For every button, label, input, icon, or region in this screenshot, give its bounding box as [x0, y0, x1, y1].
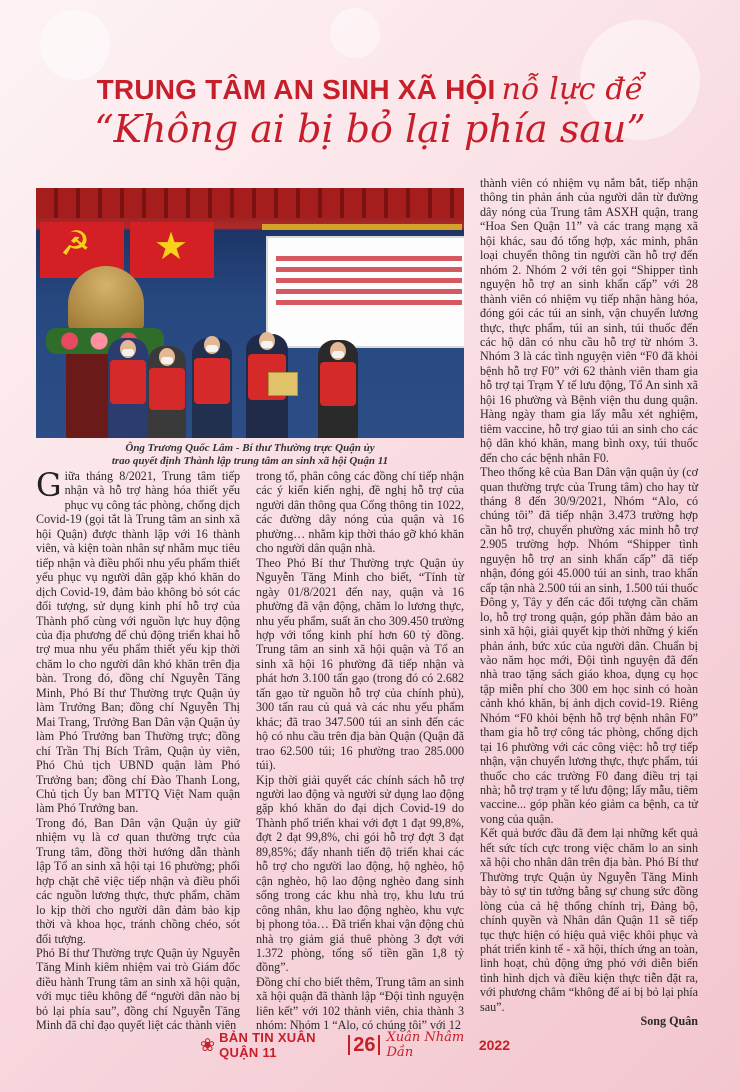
footer-year: 2022: [478, 1037, 510, 1053]
hammer-sickle-icon: ☭: [60, 226, 91, 263]
caption-line-2: trao quyết định Thành lập trung tâm an sinh xã hội Quận 11: [111, 455, 389, 467]
article-column-3: [480, 176, 698, 1029]
page-footer: [200, 1030, 510, 1060]
article-title: [0, 72, 740, 151]
bokeh-circle: [40, 10, 110, 80]
face-mask: [122, 349, 134, 356]
face-mask: [332, 351, 344, 358]
paragraph: Theo thống kê của Ban Dân vận quận ủy (cơ quan thường trực của Trung tâm) cho hay từ tháng 8 đến 30/9/2021, Nhóm “Alo, có chúng tôi” đã tiếp nhận 3.473 trường hợp cần hỗ trợ, chuyển phường xác minh hỗ trợ 2.905 trường hợp. Nhóm “Shipper tình nguyện hỗ trợ an sinh khẩn cấp” đã tiếp nhận, đóng gói 45.000 túi an sinh, trao khẩn cấp tận nhà 2.500 túi an sinh, 1.500 túi thuốc Đông y, Tây y đến các đối tượng cần chăm lo, hỗ trợ trong quận, góp phần đảm bảo an sinh xã hội, giải quyết kịp thời những ý kiến phản ánh, bức xúc của người dân. Chuẩn bị vào năm học mới, Đội tình nguyện đã đến nhà trao tặng sách giáo khoa, dụng cụ học tập miễn phí cho 300 em học sinh có hoàn cảnh khó khăn, bị ảnh dịch covid-19. Riêng Nhóm “F0 khỏi bệnh hỗ trợ bệnh nhân F0” tham gia hỗ trợ công tác phòng, chống dịch tại 16 phường với các công việc: hỗ trợ tiếp nhận, vận chuyển lương thực, thực phẩm, túi thuốc cho các trường F0 đang điều trị tại nhà; hỗ trợ trạm y tế lưu động; lấy mẫu, tiêm vaccine... góp phần kéo giảm ca bệnh, ca tử vong của quận.: [480, 465, 698, 826]
title-line-2: “Không ai bị bỏ lại phía sau”: [94, 107, 646, 151]
red-vest: [110, 360, 146, 404]
title-caps: TRUNG TÂM AN SINH XÃ HỘI: [96, 74, 496, 105]
banner-header-strip: [262, 224, 462, 230]
footer-brand: BẢN TIN XUÂN QUẬN 11: [219, 1030, 316, 1060]
caption-line-1: Ông Trương Quốc Lâm - Bí thư Thường trực Quận ủy: [125, 442, 375, 454]
paragraph: Phó Bí thư Thường trực Quận ủy Nguyễn Tăng Minh kiêm nhiệm vai trò Giám đốc điều hành Trung tâm an sinh xã hội quận, với mục tiêu không để “người dân nào bị bỏ lại phía sau”, đồng chí Nguyễn Tăng Minh đã chỉ đạo quyết liệt các thành viên: [36, 945, 240, 1033]
face-mask: [206, 345, 218, 352]
star-icon: ★: [154, 226, 189, 268]
paragraph-text: iữa tháng 8/2021, Trung tâm tiếp nhận và hỗ trợ hàng hóa thiết yếu phục vụ công tác phòng, chống dịch Covid-19 (gọi tắt là Trung tâm an sinh xã hội Quận) được thành lập với 16 thành viên, và kiện toàn nhân sự nhằm mục tiêu tiếp nhận và điều phối nhu yếu phẩm thiết yếu phục vụ người dân gặp khó khăn do dịch Covid-19, đảm bảo không bỏ sót các đối tượng, sử dụng kinh phí hỗ trợ của Thành phố cùng với nguồn lực huy động của địa phương để chủ động triển khai hỗ trợ mua nhu yếu phẩm thiết yếu kịp thời chăm lo cho người dân khó khăn trên địa bàn. Trong đó, đồng chí Nguyễn Tăng Minh, Phó Bí thư Thường trực Quận ủy làm Trưởng Ban; đồng chí Nguyễn Thị Mai Trang, Trưởng Ban Dân vận Quận ủy làm Phó Trưởng ban Thường trực; đồng chí Trần Thị Bích Trâm, Quận ủy viên, Phó Chủ tịch UBND quận làm Phó Trưởng ban; đồng chí Đào Thanh Long, Chủ tịch Ủy ban MTTQ Việt Nam quận làm Phó Trưởng ban.: [36, 469, 240, 816]
article-column-1: [36, 466, 240, 1033]
face-mask: [261, 341, 273, 348]
red-vest: [149, 368, 185, 410]
drop-cap: G: [36, 466, 62, 504]
title-line-1: [0, 72, 740, 107]
red-vest: [320, 362, 356, 406]
title-script: nỗ lực để: [501, 72, 644, 107]
banner-text-lines: [276, 256, 462, 306]
paragraph: trong tổ, phân công các đồng chí tiếp nhận các ý kiến kiến nghị, đề nghị hỗ trợ của người dân thông qua Cổng thông tin 1022, các đường dây nóng của quận và 16 phường… nhằm kịp thời tháo gỡ khó khăn cho người dân quận nhà.: [256, 469, 464, 556]
paragraph: Kết quả bước đầu đã đem lại những kết quả hết sức tích cực trong việc chăm lo an sinh xã hội cho nhân dân trên địa bàn. Phó Bí thư Thường trực Quận ủy Nguyễn Tăng Minh bày tỏ sự tin tưởng bằng sự chung sức đồng lòng của cả hệ thống chính trị, Đảng bộ, chính quyền và Nhân dân Quận 11 sẽ tiếp tục thực hiện có hiệu quả việc khôi phục và phát triển kinh tế - xã hội, thích ứng an toàn, linh hoạt, chủ động ứng phó với diễn biến tình hình dịch và điều kiện thực tiễn đặt ra, với phương châm “không để ai bị bỏ lại phía sau”.: [480, 826, 698, 1014]
footer-edition: Xuân Nhâm Dần: [386, 1030, 465, 1060]
author-signature: Song Quân: [640, 1014, 698, 1029]
paragraph: Theo Phó Bí thư Thường trực Quận ủy Nguyễn Tăng Minh cho biết, “Tính từ ngày 01/8/2021 đến nay, quận và 16 phường đã vận động, chăm lo lương thực, nhu yếu phẩm, suất ăn cho 309.450 trường hợp với tổng kinh phí hơn 60 tỷ đồng. Trung tâm an sinh xã hội quận và Tổ an sinh xã hội 16 phường đã tiếp nhận và phát hơn 3.100 tấn gạo (trong đó có 2.682 tấn gạo từ nguồn hỗ trợ của chính phủ), 300 tấn rau củ quả và các nhu yếu phẩm khác; đã trao 347.500 túi an sinh đến các hộ có nhu cầu trên địa bàn Quận (Quận đã trao 62.500 túi; 16 phường trao 285.000 túi).: [256, 555, 464, 773]
red-drape: [36, 188, 464, 218]
page-number: 26: [348, 1035, 380, 1055]
bokeh-circle: [330, 8, 380, 58]
paragraph: [36, 466, 240, 816]
paragraph: Đồng chí cho biết thêm, Trung tâm an sinh xã hội quận đã thành lập “Đội tình nguyện liên kết” với 102 thành viên, chia thành 3 nhóm: Nhóm 1 “Alo, có chúng tôi” với 12: [256, 974, 464, 1033]
face-mask: [161, 357, 173, 364]
red-vest: [194, 358, 230, 404]
certificate-folder: [268, 372, 298, 396]
photo-caption: [36, 442, 464, 468]
article-photo: [36, 188, 464, 438]
paragraph: Trong đó, Ban Dân vận Quận ủy giữ nhiệm vụ là cơ quan thường trực của Trung tâm, đồng thời hướng dẫn thành lập Tổ an sinh xã hội tại 16 phường; phối hợp chặt chẽ việc tiếp nhận và điều phối các nguồn lương thực, thực phẩm, chăm lo kịp thời cho người dân đảm bảo kịp thời và khoa học, tránh chồng chéo, sót đối tượng.: [36, 815, 240, 946]
paragraph: thành viên có nhiệm vụ nắm bắt, tiếp nhận thông tin phản ánh của người dân từ đường dây nóng của Trung tâm ASXH quận, trang “Hoa Sen Quận 11” và các trang mạng xã hội khác, sau đó tổng hợp, xác minh, phân loại chuyển thông tin người cần hỗ trợ đến nhóm 2. Nhóm 2 với tên gọi “Shipper tình nguyện hỗ trợ an sinh khẩn cấp” với 28 thành viên có nhiệm vụ tiếp nhận hàng hóa, đóng gói các túi an sinh, vận chuyển lương thực, thực phẩm, túi an sinh, túi thuốc đến các hộ dân có nhu cầu hỗ trợ từ nhóm 3. Nhóm 3 là các tình nguyện viên “F0 đã khỏi bệnh hỗ trợ F0” với 62 thành viên tham gia hỗ trợ tại Trạm Y tế lưu động, Tổ An sinh xã hội 16 phường và Bệnh viện thu dung quận. Hàng ngày tham gia lấy mẫu xét nghiệm, tiêm vaccine, hỗ trợ giao túi an sinh cho các hộ dân khó khăn, mang bình oxy, túi thuốc đến cho các bệnh nhân F0.: [480, 176, 698, 465]
lotus-icon: ❀: [200, 1034, 216, 1055]
paragraph: Kịp thời giải quyết các chính sách hỗ trợ người lao động và người sử dụng lao động gặp khó khăn do đại dịch Covid-19 do Thành phố triển khai với đợt 1 đạt 99,8%, đợt 2 đạt 99,8%, chi gói hỗ trợ đợt 3 đạt 89,85%; đẩy nhanh tiến độ triển khai các hỗ trợ cho người lao động, hộ nghèo, hộ cận nghèo, hộ lao động nghèo đang sinh sống trong các khu nhà trọ, khu lưu trú công nhân, khu lao động nghèo, khu vực bị phong tỏa… Đã triển khai vận động chủ nhà trọ giảm giá thuê phòng 3 đợt với 1.372 phòng, tổng số tiền gần 1,8 tỷ đồng”.: [256, 772, 464, 975]
article-column-2: [256, 469, 464, 1033]
